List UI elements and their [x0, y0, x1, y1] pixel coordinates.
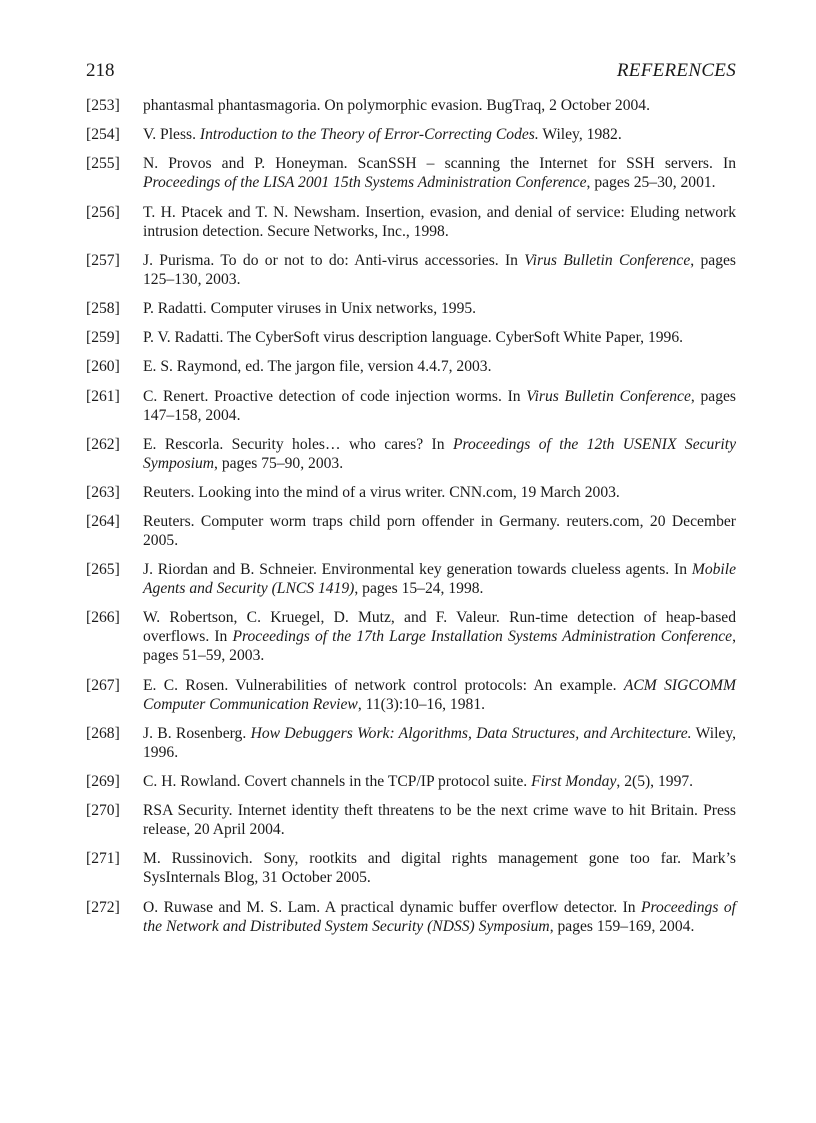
reference-text: V. Pless.	[143, 126, 200, 144]
reference-entry	[86, 801, 736, 839]
reference-entry	[86, 560, 736, 598]
reference-text: J. B. Rosenberg.	[143, 724, 251, 742]
reference-number: [261]	[86, 387, 120, 405]
reference-text: , pages 51–59, 2003.	[143, 628, 737, 665]
reference-text: , pages 125–130, 2003.	[143, 251, 736, 288]
reference-entry	[86, 299, 736, 318]
reference-title-italic: Proceedings of the 12th USENIX Security Symposium	[143, 435, 736, 472]
reference-text: Reuters. Computer worm traps child porn offender in Germany. reuters.com, 20 December 2005.	[143, 513, 736, 550]
reference-text: RSA Security. Internet identity theft threatens to be the next crime wave to hit Britain. Press release, 20 April 2004.	[143, 802, 736, 839]
reference-text: C. H. Rowland. Covert channels in the TCP/IP protocol suite.	[143, 773, 532, 790]
reference-text: Wiley, 1996.	[143, 724, 736, 761]
reference-number: [254]	[86, 126, 120, 144]
reference-text: , pages 159–169, 2004.	[549, 917, 695, 935]
reference-text: W. Robertson, C. Kruegel, D. Mutz, and F. Valeur. Run-time detection of heap-based overflows. In	[143, 609, 736, 646]
reference-entry	[86, 251, 736, 289]
reference-entry	[86, 772, 736, 791]
reference-entry	[86, 96, 736, 115]
reference-entry	[86, 125, 736, 144]
reference-text: E. S. Raymond, ed. The jargon file, version 4.4.7, 2003.	[143, 358, 492, 376]
reference-number: [257]	[86, 251, 120, 269]
reference-text: , 2(5), 1997.	[616, 773, 694, 790]
reference-title-italic: Introduction to the Theory of Error-Correcting Codes.	[199, 126, 539, 144]
reference-text: phantasmal phantasmagoria. On polymorphic evasion. BugTraq, 2 October 2004.	[143, 97, 650, 114]
reference-number: [253]	[86, 97, 120, 114]
reference-number: [271]	[86, 850, 120, 868]
reference-title-italic: Mobile Agents and Security (LNCS 1419)	[143, 561, 736, 598]
reference-number: [262]	[86, 435, 120, 453]
reference-text: , pages 75–90, 2003.	[214, 454, 344, 472]
reference-number: [270]	[86, 802, 120, 820]
running-head: REFERENCES	[616, 60, 736, 81]
reference-number: [258]	[86, 299, 120, 317]
reference-number: [264]	[86, 513, 120, 531]
reference-title-italic: Virus Bulletin Conference	[524, 251, 691, 269]
reference-text: , 11(3):10–16, 1981.	[357, 695, 486, 713]
reference-text: E. C. Rosen. Vulnerabilities of network control protocols: An example.	[143, 676, 624, 694]
reference-title-italic: First Monday	[531, 773, 617, 790]
reference-entry	[86, 387, 736, 425]
reference-text: J. Riordan and B. Schneier. Environmental key generation towards clueless agents. In	[143, 561, 692, 579]
page-number: 218	[86, 60, 115, 81]
reference-text: P. Radatti. Computer viruses in Unix networks, 1995.	[143, 299, 477, 317]
reference-entry	[86, 849, 736, 887]
reference-number: [255]	[86, 155, 120, 173]
reference-entry	[86, 483, 736, 502]
reference-text: C. Renert. Proactive detection of code injection worms. In	[143, 387, 527, 405]
reference-number: [269]	[86, 773, 120, 790]
reference-entry	[86, 724, 736, 762]
reference-number: [263]	[86, 483, 120, 501]
reference-number: [267]	[86, 676, 120, 694]
reference-number: [272]	[86, 898, 120, 916]
reference-title-italic: How Debuggers Work: Algorithms, Data Structures, and Architecture.	[250, 724, 692, 742]
reference-number: [260]	[86, 358, 120, 376]
reference-text: , pages 25–30, 2001.	[586, 174, 716, 192]
reference-entry	[86, 435, 736, 473]
reference-entry	[86, 203, 736, 241]
page-header	[86, 60, 736, 86]
reference-entry	[86, 357, 736, 376]
reference-entry	[86, 898, 736, 936]
reference-title-italic: ACM SIGCOMM Computer Communication Review	[143, 676, 736, 713]
reference-number: [256]	[86, 203, 120, 221]
reference-title-italic: Proceedings of the 17th Large Installation Systems Administration Conference	[232, 628, 733, 646]
reference-entry	[86, 608, 736, 665]
reference-text: J. Purisma. To do or not to do: Anti-virus accessories. In	[143, 251, 525, 269]
reference-text: T. H. Ptacek and T. N. Newsham. Insertion, evasion, and denial of service: Eluding network intrusion detection. Secure Networks, Inc., 1998.	[143, 203, 736, 240]
reference-number: [266]	[86, 609, 120, 627]
reference-text: , pages 147–158, 2004.	[143, 387, 736, 424]
reference-text: Wiley, 1982.	[538, 126, 622, 144]
reference-title-italic: Proceedings of the Network and Distributed System Security (NDSS) Symposium	[143, 898, 736, 935]
reference-text: N. Provos and P. Honeyman. ScanSSH – scanning the Internet for SSH servers. In	[143, 155, 736, 173]
reference-entry	[86, 328, 736, 347]
reference-entry	[86, 154, 736, 192]
reference-list	[86, 96, 736, 946]
reference-text: O. Ruwase and M. S. Lam. A practical dynamic buffer overflow detector. In	[143, 898, 642, 916]
reference-number: [265]	[86, 561, 120, 579]
reference-title-italic: Virus Bulletin Conference	[526, 387, 691, 405]
reference-entry	[86, 676, 736, 714]
reference-title-italic: Proceedings of the LISA 2001 15th Systems Administration Conference	[143, 174, 587, 192]
reference-text: , pages 15–24, 1998.	[354, 580, 484, 598]
reference-number: [268]	[86, 724, 120, 742]
reference-text: E. Rescorla. Security holes… who cares? In	[143, 435, 453, 453]
reference-text: M. Russinovich. Sony, rootkits and digital rights management gone too far. Mark’s SysInternals Blog, 31 October 2005.	[143, 850, 736, 887]
reference-text: Reuters. Looking into the mind of a virus writer. CNN.com, 19 March 2003.	[143, 483, 620, 501]
reference-entry	[86, 512, 736, 550]
reference-text: P. V. Radatti. The CyberSoft virus description language. CyberSoft White Paper, 1996.	[143, 329, 684, 347]
reference-number: [259]	[86, 329, 120, 347]
